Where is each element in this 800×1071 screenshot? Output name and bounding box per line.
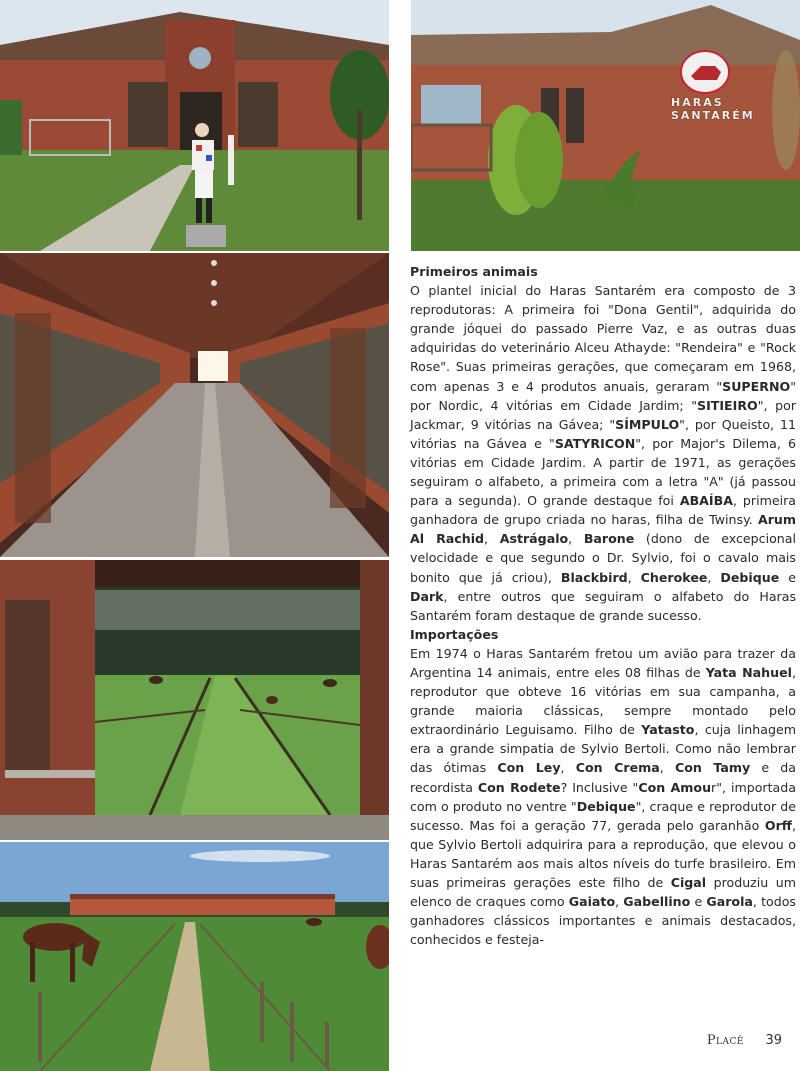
text-segment: , cuja linhagem era a grande simpatia de Sylvio Bertoli. Como não lembrar das ótimas bbox=[410, 722, 796, 776]
text-segment: , bbox=[659, 760, 675, 776]
haras-sign-text: HARAS SANTARÉM bbox=[671, 96, 755, 122]
article-text-column bbox=[410, 262, 796, 949]
bold-name: Con Ley bbox=[497, 760, 561, 776]
bold-name: Con Crema bbox=[575, 760, 660, 776]
bold-name: Debique bbox=[720, 569, 780, 585]
bold-name: Arum Al Rachid bbox=[410, 512, 796, 547]
text-segment: e bbox=[690, 894, 707, 910]
text-segment: , bbox=[707, 569, 721, 585]
bold-name: Cigal bbox=[670, 875, 707, 890]
bold-name: Cherokee bbox=[640, 569, 708, 585]
paragraph-primeiros-animais bbox=[410, 281, 796, 625]
text-segment: , bbox=[484, 531, 500, 547]
bold-name: Debique bbox=[576, 798, 636, 814]
magazine-name: Placê bbox=[706, 1033, 744, 1048]
text-segment: (dono de excepcional velocidade e que segundo o Dr. Sylvio, foi o cavalo mais bonito que já criou), bbox=[410, 531, 797, 585]
text-segment: " por Nordic, 4 vitórias em Cidade Jardim; " bbox=[410, 378, 796, 413]
bold-name: Con Amou bbox=[638, 779, 712, 795]
bold-name: SÍMPULO bbox=[615, 416, 680, 432]
text-segment: , primeira ganhadora de grupo criada no haras, filha de Twinsy. bbox=[410, 493, 797, 528]
bold-name: Astrágalo bbox=[499, 531, 569, 547]
paragraph-importacoes bbox=[410, 644, 796, 950]
farm-landscape-photo bbox=[0, 842, 389, 1071]
text-segment: , que Sylvio Bertoli adquirira para a reprodução, que elevou o Haras Santarém aos mais altos níveis do turfe brasileiro. Em suas primeiras gerações este filho de bbox=[410, 817, 796, 890]
text-segment: ", por Major's Dilema, 6 vitórias em Cidade Jardim. A partir de 1971, as gerações seguiram o alfabeto, a primeira com a letra "A" (já passou para a segunda). O grande destaque foi bbox=[410, 435, 796, 509]
bold-name: Yatasto bbox=[641, 722, 695, 738]
bold-name: SUPERNO bbox=[722, 378, 791, 394]
bold-name: ABAÍBA bbox=[679, 493, 733, 509]
stable-aisle-photo bbox=[0, 253, 389, 557]
bold-name: Garola bbox=[706, 894, 753, 910]
text-segment: , bbox=[615, 894, 624, 910]
bold-name: SITIEIRO bbox=[697, 397, 758, 413]
text-segment: e da recordista bbox=[410, 760, 796, 795]
bold-name: Con Rodete bbox=[477, 779, 561, 795]
text-segment: O plantel inicial do Haras Santarém era composto de 3 reprodutoras: A primeira foi "Dona Gentil", adquirida do grande jóquei do passado Pierre Vaz, e as outras duas adquiridas do veterinário Alceu Athayde: "Rendeira" e "Rock Rose". Suas primeiras gerações, que começaram em 1968, com apenas 3 e 4 produtos anuais, geraram " bbox=[410, 283, 796, 394]
text-segment: e bbox=[779, 569, 796, 585]
text-segment: , bbox=[627, 569, 641, 585]
text-segment: ", por Jackmar, 9 vitórias na Gávea; " bbox=[410, 397, 796, 432]
text-segment: , reprodutor que obteve 16 vitórias em sua campanha, a grande maioria clássicas, sempre montado pelo extraordinário Leguisamo. Filho de bbox=[410, 664, 796, 738]
text-segment: , bbox=[568, 531, 584, 547]
text-segment: produziu um elenco de craques como bbox=[410, 875, 796, 910]
bold-name: Orff bbox=[764, 817, 792, 833]
text-segment: , entre outros que seguiram o alfabeto do Haras Santarém foram destaque de grande sucesso. bbox=[410, 588, 796, 623]
office-building-photo bbox=[411, 0, 800, 251]
text-segment: , bbox=[560, 760, 576, 776]
text-segment: ", craque e reprodutor de sucesso. Mas foi a geração 77, gerada pelo garanhão bbox=[410, 798, 796, 833]
section-heading-primeiros-animais: Primeiros animais bbox=[410, 264, 538, 279]
text-segment: ", por Queisto, 11 vitórias na Gávea e " bbox=[410, 416, 796, 451]
bold-name: Barone bbox=[583, 531, 635, 547]
bold-name: Dark bbox=[410, 588, 444, 604]
bold-name: Yata Nahuel bbox=[705, 664, 792, 680]
doorway-pasture-photo bbox=[0, 560, 389, 840]
page-number: 39 bbox=[765, 1033, 782, 1048]
text-segment: Em 1974 o Haras Santarém fretou um avião para trazer da Argentina 14 animais, entre eles 08 filhas de bbox=[410, 645, 796, 680]
text-segment: ? Inclusive " bbox=[560, 779, 639, 795]
bold-name: Gabellino bbox=[623, 894, 691, 910]
bold-name: Blackbird bbox=[560, 569, 628, 585]
jockey-statue-photo bbox=[0, 0, 389, 251]
bold-name: SATYRICON bbox=[554, 435, 636, 451]
text-segment: r", importada com o produto no ventre " bbox=[410, 779, 796, 814]
text-segment: , todos ganhadores clássicos importantes e animais destacados, conhecidos e festeja- bbox=[410, 894, 796, 948]
bold-name: Con Tamy bbox=[674, 760, 751, 776]
bold-name: Gaiato bbox=[568, 894, 616, 910]
section-heading-importacoes: Importações bbox=[410, 626, 499, 642]
